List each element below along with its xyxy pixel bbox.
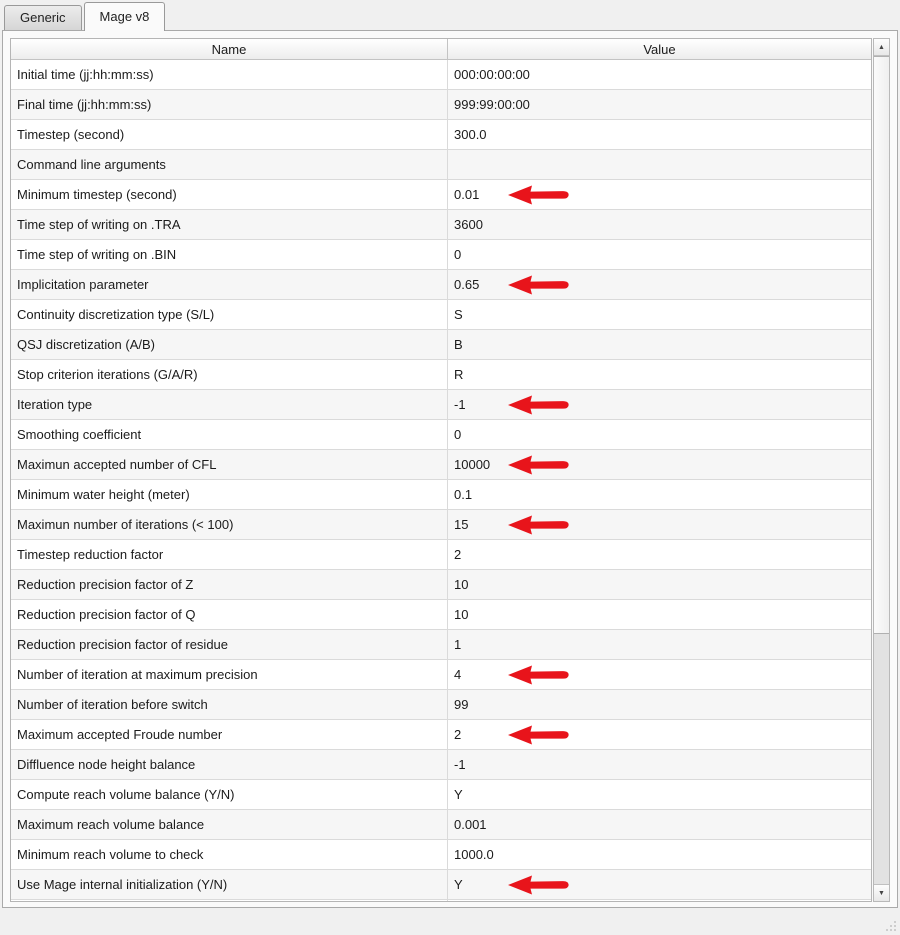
table-row[interactable]: [11, 690, 871, 720]
table-row[interactable]: [11, 570, 871, 600]
column-header-name[interactable]: Name: [11, 39, 448, 59]
param-name-cell: Stop criterion iterations (G/A/R): [11, 360, 448, 389]
table-row[interactable]: [11, 360, 871, 390]
table-row[interactable]: [11, 270, 871, 300]
param-value-cell[interactable]: 0.65: [448, 270, 871, 299]
table-row[interactable]: [11, 510, 871, 540]
param-value-cell[interactable]: 1: [454, 637, 462, 652]
param-name-cell: Final time (jj:hh:mm:ss): [11, 90, 448, 119]
table-row[interactable]: [11, 660, 871, 690]
partial-row: [11, 900, 871, 902]
param-value-cell[interactable]: 0: [454, 427, 462, 442]
scroll-down-button[interactable]: ▼: [874, 884, 889, 901]
param-name-cell: Timestep (second): [11, 120, 448, 149]
param-name-cell: QSJ discretization (A/B): [11, 330, 448, 359]
status-bar: [0, 908, 900, 935]
param-value-cell[interactable]: S: [454, 307, 463, 322]
param-value-cell[interactable]: R: [454, 367, 464, 382]
table-row[interactable]: [11, 210, 871, 240]
table-row[interactable]: [11, 300, 871, 330]
param-name-cell: Time step of writing on .BIN: [11, 240, 448, 269]
resize-grip-icon[interactable]: [885, 920, 897, 932]
scroll-up-button[interactable]: ▲: [874, 39, 889, 56]
param-value-cell[interactable]: 99: [454, 697, 469, 712]
param-value-cell[interactable]: [448, 150, 871, 179]
param-value-cell[interactable]: 0: [454, 247, 462, 262]
param-value-cell[interactable]: 10: [454, 607, 469, 622]
param-name-cell: Reduction precision factor of Q: [11, 600, 448, 629]
table-row[interactable]: [11, 330, 871, 360]
parameter-table: [10, 38, 872, 902]
param-value-cell[interactable]: 0.001: [454, 817, 487, 832]
param-value-cell[interactable]: 15: [448, 510, 871, 539]
table-row[interactable]: [11, 630, 871, 660]
param-name-cell: Minimum water height (meter): [11, 480, 448, 509]
table-row[interactable]: [11, 420, 871, 450]
tab-generic[interactable]: Generic: [4, 5, 82, 30]
table-row[interactable]: [11, 180, 871, 210]
param-name-cell: Command line arguments: [11, 150, 448, 179]
table-row[interactable]: [11, 150, 871, 180]
param-value-cell[interactable]: 4: [448, 660, 871, 689]
table-row[interactable]: [11, 120, 871, 150]
table-row[interactable]: [11, 390, 871, 420]
tab-page-mage-v8: [2, 30, 898, 908]
annotation-arrow-icon: [506, 664, 570, 686]
param-value-cell[interactable]: -1: [448, 390, 871, 419]
scrollbar-track[interactable]: [874, 56, 889, 884]
table-row[interactable]: [11, 450, 871, 480]
annotation-arrow-icon: [506, 724, 570, 746]
param-name-cell: Reduction precision factor of residue: [11, 630, 448, 659]
table-row[interactable]: [11, 90, 871, 120]
annotation-arrow-icon: [506, 514, 570, 536]
annotation-arrow-icon: [506, 874, 570, 896]
param-value-cell[interactable]: 2: [448, 720, 871, 749]
param-name-cell: Implicitation parameter: [11, 270, 448, 299]
param-name-cell: Number of iteration at maximum precision: [11, 660, 448, 689]
parameter-table-area: [10, 38, 890, 902]
table-row[interactable]: [11, 600, 871, 630]
param-value-cell[interactable]: 1000.0: [454, 847, 494, 862]
annotation-arrow-icon: [506, 454, 570, 476]
param-name-cell: Maximum reach volume balance: [11, 810, 448, 839]
scrollbar-thumb[interactable]: [874, 56, 889, 634]
param-value-cell[interactable]: 0.01: [448, 180, 871, 209]
param-name-cell: Continuity discretization type (S/L): [11, 300, 448, 329]
param-name-cell: Use Mage internal initialization (Y/N): [11, 870, 448, 899]
param-name-cell: Maximun number of iterations (< 100): [11, 510, 448, 539]
table-row[interactable]: [11, 840, 871, 870]
param-name-cell: Diffluence node height balance: [11, 750, 448, 779]
table-row[interactable]: [11, 720, 871, 750]
table-row[interactable]: [11, 540, 871, 570]
param-value-cell[interactable]: Y: [454, 787, 463, 802]
param-name-cell: Reduction precision factor of Z: [11, 570, 448, 599]
param-value-cell[interactable]: 0.1: [454, 487, 473, 502]
param-value-cell[interactable]: Y: [448, 870, 871, 899]
table-header-row: [11, 39, 871, 60]
param-name-cell: Iteration type: [11, 390, 448, 419]
param-name-cell: Maximum accepted Froude number: [11, 720, 448, 749]
param-value-cell[interactable]: 000:00:00:00: [454, 67, 530, 82]
table-row[interactable]: [11, 240, 871, 270]
param-name-cell: Maximun accepted number of CFL: [11, 450, 448, 479]
param-name-cell: Time step of writing on .TRA: [11, 210, 448, 239]
param-value-cell[interactable]: 999:99:00:00: [454, 97, 530, 112]
param-name-cell: Compute reach volume balance (Y/N): [11, 780, 448, 809]
param-value-cell[interactable]: 10000: [448, 450, 871, 479]
param-value-cell[interactable]: B: [454, 337, 463, 352]
table-row[interactable]: [11, 780, 871, 810]
table-row[interactable]: [11, 810, 871, 840]
param-value-cell[interactable]: 10: [454, 577, 469, 592]
table-row[interactable]: [11, 870, 871, 900]
annotation-arrow-icon: [506, 184, 570, 206]
tab-bar: [0, 0, 900, 30]
param-name-cell: Minimum reach volume to check: [11, 840, 448, 869]
tab-mage-v8[interactable]: Mage v8: [84, 2, 166, 31]
param-value-cell[interactable]: 3600: [454, 217, 483, 232]
param-name-cell: Minimum timestep (second): [11, 180, 448, 209]
param-name-cell: Number of iteration before switch: [11, 690, 448, 719]
column-header-value[interactable]: Value: [643, 41, 676, 57]
param-name-cell: Initial time (jj:hh:mm:ss): [11, 60, 448, 89]
annotation-arrow-icon: [506, 394, 570, 416]
param-name-cell: Smoothing coefficient: [11, 420, 448, 449]
annotation-arrow-icon: [506, 274, 570, 296]
param-value-cell[interactable]: -1: [454, 757, 466, 772]
param-value-cell[interactable]: 300.0: [454, 127, 487, 142]
table-row[interactable]: [11, 750, 871, 780]
table-scrollbar: [873, 38, 890, 902]
param-name-cell: Timestep reduction factor: [11, 540, 448, 569]
param-value-cell[interactable]: 2: [454, 547, 462, 562]
table-body: [11, 60, 871, 900]
table-row[interactable]: [11, 480, 871, 510]
table-row[interactable]: [11, 60, 871, 90]
